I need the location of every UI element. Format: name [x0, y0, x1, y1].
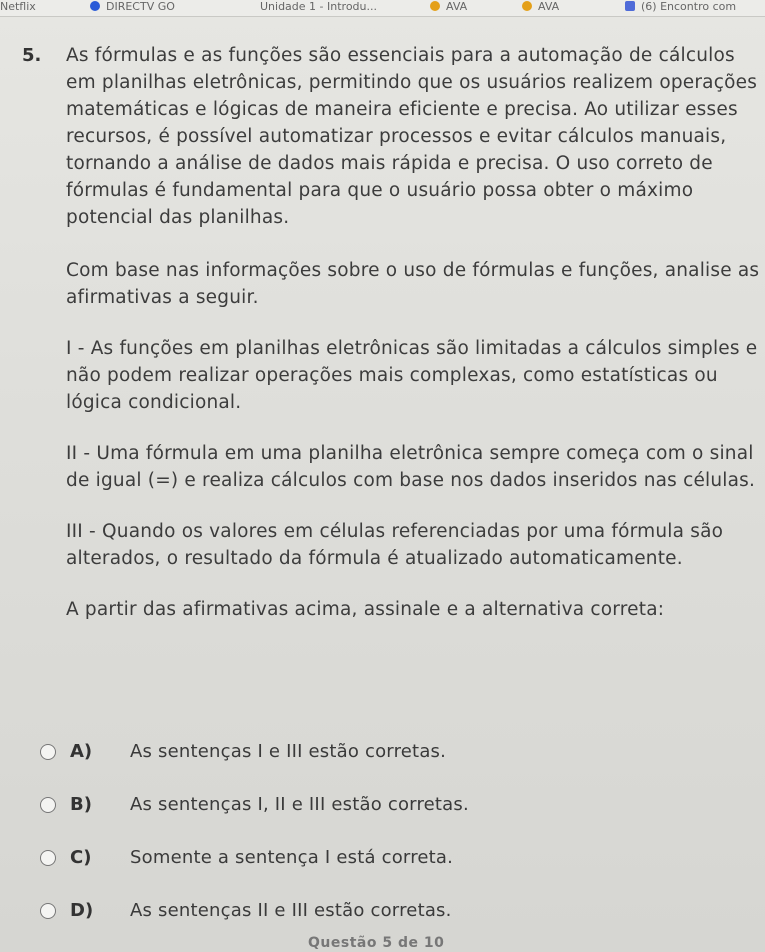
statement-iii: III - Quando os valores em células referenciadas por uma fórmula são alterados, o resultado da fórmula é atualizado automaticamente. [66, 521, 724, 569]
bookmark-label: Unidade 1 - Introdu... [260, 0, 377, 13]
ava-icon [522, 1, 532, 11]
statement-i: I - As funções em planilhas eletrônicas são limitadas a cálculos simples e não podem realizar operações mais complexas, como estatísticas ou lógica condicional. [66, 338, 758, 413]
bookmark-label: DIRECTV GO [106, 0, 175, 13]
option-letter: B) [70, 794, 92, 815]
question-instruction: Com base nas informações sobre o uso de fórmulas e funções, analise as afirmativas a seguir. [66, 260, 760, 308]
question-prompt: A partir das afirmativas acima, assinale e a alternativa correta: [66, 599, 665, 620]
option-letter: D) [70, 900, 94, 921]
option-c[interactable] [40, 846, 740, 899]
option-text: Somente a sentença I está correta. [130, 847, 454, 868]
bookmark-netflix[interactable] [0, 0, 36, 14]
bookmarks-bar [0, 0, 765, 17]
bookmark-directv[interactable] [90, 0, 175, 14]
bookmark-encontro[interactable] [625, 0, 736, 14]
bookmark-label: AVA [446, 0, 468, 13]
ava-icon [430, 1, 440, 11]
radio-button[interactable] [40, 744, 56, 760]
radio-button[interactable] [40, 850, 56, 866]
radio-button[interactable] [40, 797, 56, 813]
directv-icon [90, 1, 100, 11]
bookmark-ava-2[interactable] [522, 0, 559, 14]
answer-options [40, 740, 740, 952]
bookmark-label: (6) Encontro com [641, 0, 737, 13]
option-letter: A) [70, 741, 93, 762]
option-b[interactable] [40, 793, 740, 846]
meet-icon [625, 1, 635, 11]
question-counter: Questão 5 de 10 [308, 935, 445, 951]
option-letter: C) [70, 847, 92, 868]
radio-button[interactable] [40, 903, 56, 919]
bookmark-ava-1[interactable] [430, 0, 467, 14]
question-number: 5. [22, 45, 42, 66]
bookmark-label: Netflix [0, 0, 36, 13]
question-statement: As fórmulas e as funções são essenciais para a automação de cálculos em planilhas eletrônicas, permitindo que os usuários realizem operações matemáticas e lógicas de maneira eficiente e precisa. Ao utilizar esses recursos, é possível automatizar processos e evitar cálculos manuais, tornando a análise de dados mais rápida e precisa. O uso correto de fórmulas é fundamental para que o usuário possa obter o máximo potencial das planilhas. [66, 45, 758, 228]
option-text: As sentenças II e III estão corretas. [130, 900, 452, 921]
option-a[interactable] [40, 740, 740, 793]
bookmark-unidade[interactable] [260, 0, 377, 14]
bookmark-label: AVA [538, 0, 560, 13]
question-body [66, 42, 760, 647]
option-text: As sentenças I e III estão corretas. [130, 741, 447, 762]
option-text: As sentenças I, II e III estão corretas. [130, 794, 469, 815]
statement-ii: II - Uma fórmula em uma planilha eletrônica sempre começa com o sinal de igual (=) e realiza cálculos com base nos dados inseridos nas células. [66, 443, 756, 491]
